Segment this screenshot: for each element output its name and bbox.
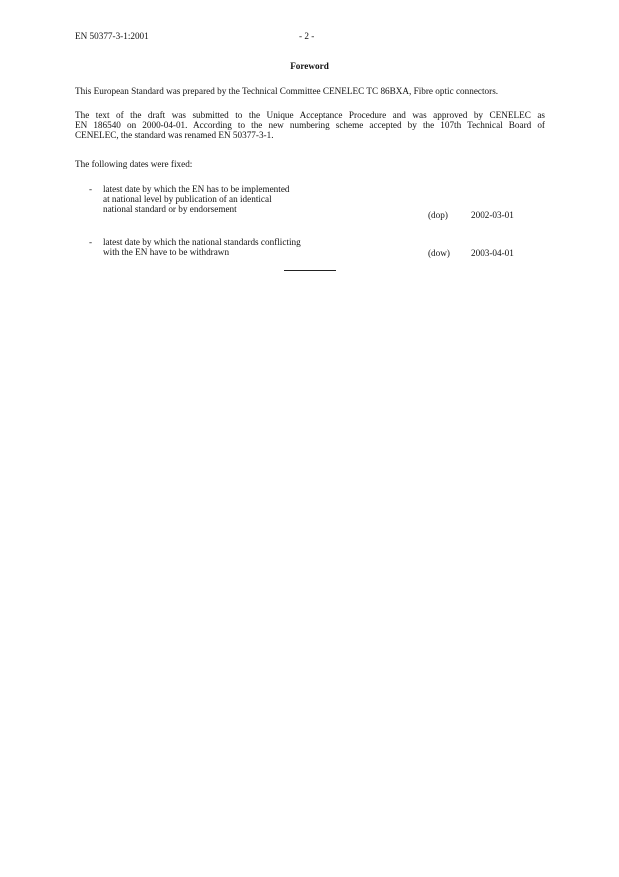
paragraph-dates-intro	[75, 159, 545, 169]
date-value: 2003-04-01	[471, 248, 514, 258]
date-item-description	[103, 237, 403, 257]
section-end-rule	[284, 270, 336, 271]
section-heading: Foreword	[290, 61, 329, 71]
description-line: with the EN have to be withdrawn	[103, 247, 230, 257]
paragraph-line: The following dates were fixed:	[75, 159, 193, 169]
paragraph-line: EN 186540 on 2000-04-01. According to the new numbering scheme accepted by the 107th Technical Board of	[75, 120, 545, 130]
date-item-description	[103, 184, 403, 214]
description-line: at national level by publication of an identical	[103, 194, 272, 204]
date-abbreviation: (dow)	[428, 248, 450, 258]
page-number: - 2 -	[299, 31, 315, 41]
paragraph-line: This European Standard was prepared by the Technical Committee CENELEC TC 86BXA, Fibre optic connectors.	[75, 86, 499, 96]
paragraph-line: CENELEC, the standard was renamed EN 50377-3-1.	[75, 130, 274, 140]
paragraph-committee	[75, 86, 545, 96]
description-line: national standard or by endorsement	[103, 204, 237, 214]
document-id: EN 50377-3-1:2001	[75, 31, 149, 41]
date-value: 2002-03-01	[471, 210, 514, 220]
list-dash: -	[89, 237, 93, 247]
date-abbreviation: (dop)	[428, 210, 448, 220]
description-line: latest date by which the national standards conflicting	[103, 237, 301, 247]
paragraph-line: The text of the draft was submitted to the Unique Acceptance Procedure and was approved by CENELEC as	[75, 110, 545, 120]
description-line: latest date by which the EN has to be implemented	[103, 184, 290, 194]
list-dash: -	[89, 184, 93, 194]
paragraph-approval	[75, 110, 545, 140]
